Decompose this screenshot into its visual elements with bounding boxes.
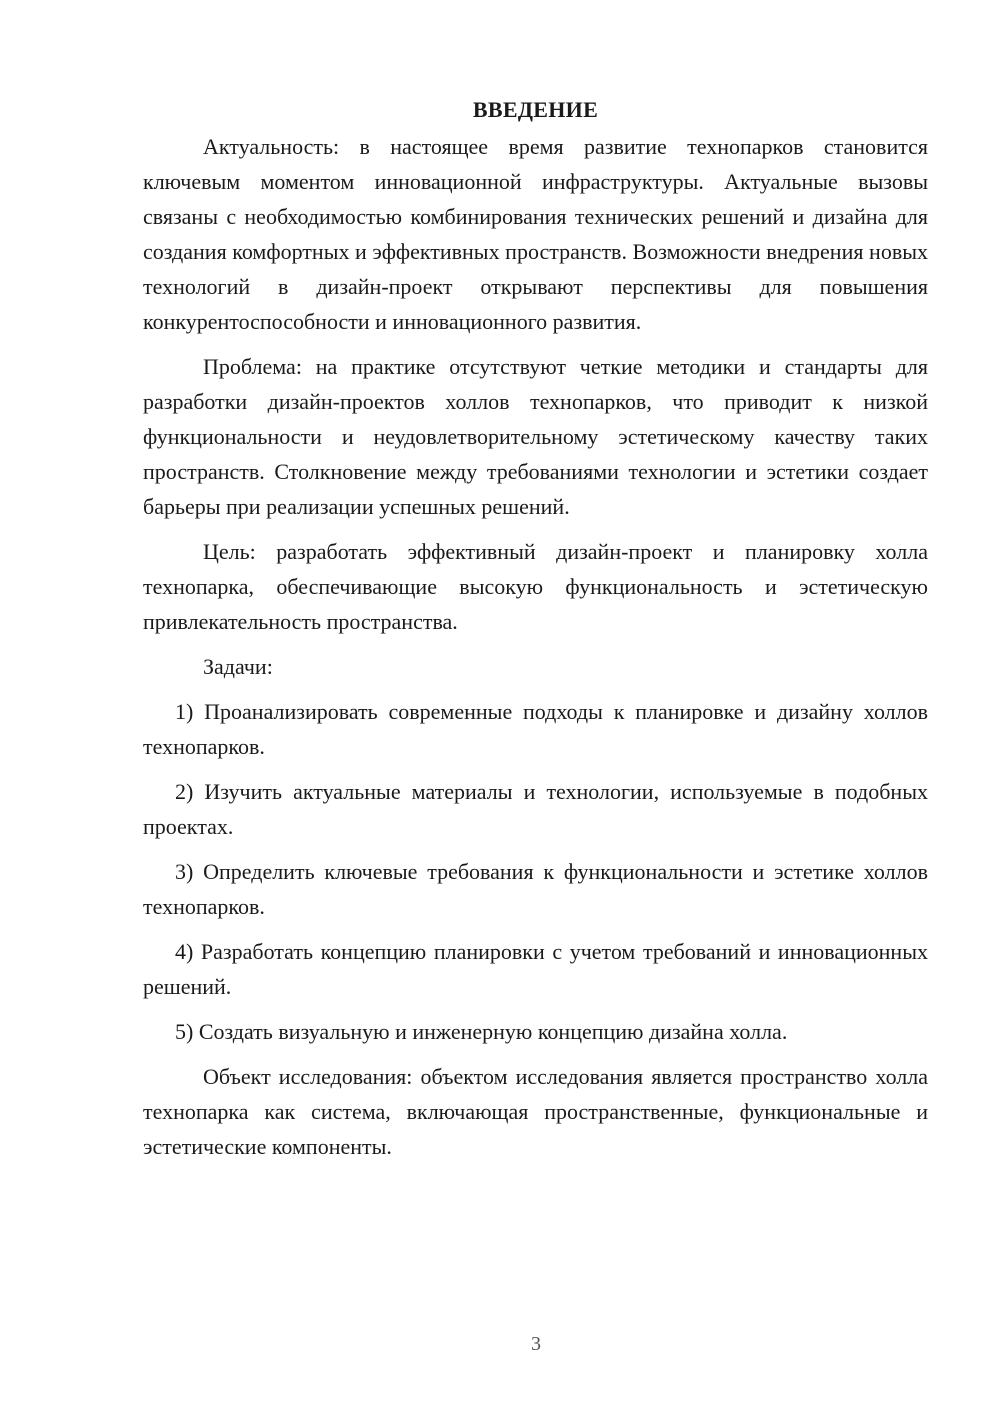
task-item-2: 2) Изучить актуальные материалы и технологии, используемые в подобных проектах. (143, 779, 928, 839)
section-heading: ВВЕДЕНИЕ (472, 97, 599, 122)
task-item-4: 4) Разработать концепцию планировки с учетом требований и инновационных решений. (143, 939, 928, 999)
tasks-list (143, 694, 928, 1049)
relevance-paragraph: Актуальность: в настоящее время развитие технопарков становится ключевым моментом инновационной инфраструктуры. Актуальные вызовы связаны с необходимостью комбинирования технических решений и дизайна для создания комфортных и эффективных пространств. Возможности внедрения новых технологий в дизайн-проект открывают перспективы для повышения конкурентоспособности и инновационного развития. (143, 134, 928, 334)
goal-paragraph: Цель: разработать эффективный дизайн-проект и планировку холла технопарка, обеспечивающие высокую функциональность и эстетическую привлекательность пространства. (143, 539, 928, 634)
task-item-1: 1) Проанализировать современные подходы к планировке и дизайну холлов технопарков. (143, 699, 928, 759)
task-item-3: 3) Определить ключевые требования к функциональности и эстетике холлов технопарков. (143, 859, 928, 919)
problem-paragraph: Проблема: на практике отсутствуют четкие методики и стандарты для разработки дизайн-проектов холлов технопарков, что приводит к низкой функциональности и неудовлетворительному эстетическому качеству таких пространств. Столкновение между требованиями технологии и эстетики создает барьеры при реализации успешных решений. (143, 354, 928, 519)
task-item-5: 5) Создать визуальную и инженерную концепцию дизайна холла. (175, 1019, 788, 1044)
tasks-label: Задачи: (203, 654, 273, 679)
page-number: 3 (531, 1333, 541, 1355)
object-paragraph: Объект исследования: объектом исследования является пространство холла технопарка как система, включающая пространственные, функциональные и эстетические компоненты. (143, 1064, 928, 1159)
document-page (143, 92, 928, 1164)
